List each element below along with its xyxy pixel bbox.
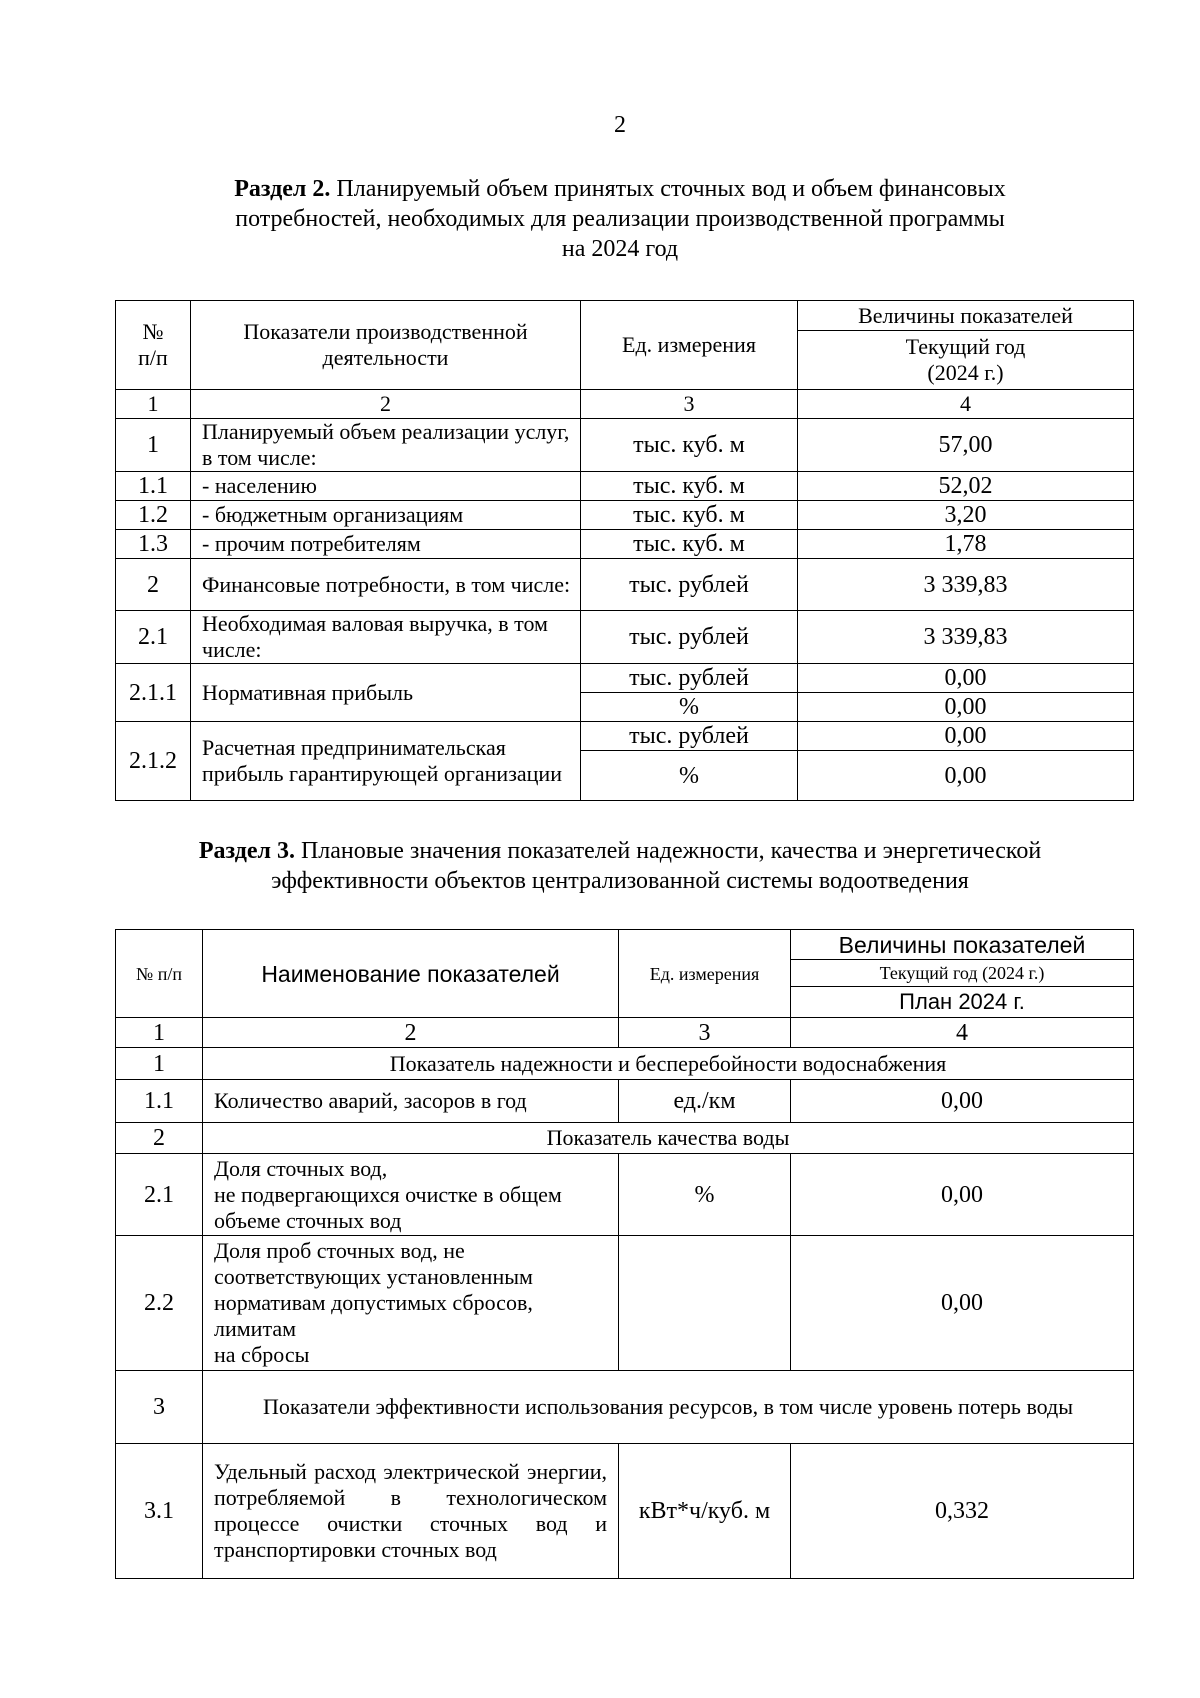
header-current-year: Текущий год (2024 г.) bbox=[791, 960, 1134, 987]
row-value: 0,00 bbox=[798, 693, 1134, 722]
row-value: 0,00 bbox=[798, 664, 1134, 693]
row-value: 3 339,83 bbox=[798, 611, 1134, 664]
row-value: 0,00 bbox=[791, 1154, 1134, 1236]
column-number: 3 bbox=[581, 390, 798, 419]
row-name: Планируемый объем реализации услуг, в том числе: bbox=[191, 419, 581, 472]
row-name: Количество аварий, засоров в год bbox=[203, 1080, 619, 1123]
section-3-title-line-2: эффективности объектов централизованной системы водоотведения bbox=[271, 868, 969, 894]
row-value: 3 339,83 bbox=[798, 559, 1134, 611]
row-unit: тыс. куб. м bbox=[581, 501, 798, 530]
section-2-title-line-1: Планируемый объем принятых сточных вод и объем финансовых bbox=[330, 176, 1006, 202]
section-2-heading bbox=[0, 174, 1200, 264]
row-num: 1.1 bbox=[116, 1080, 203, 1123]
row-name: Расчетная предпринимательская прибыль гарантирующей организации bbox=[191, 722, 581, 801]
row-name: - населению bbox=[191, 472, 581, 501]
row-value: 0,00 bbox=[791, 1080, 1134, 1123]
row-name: - прочим потребителям bbox=[191, 530, 581, 559]
header-values: Величины показателей bbox=[791, 930, 1134, 960]
row-num: 1.3 bbox=[116, 530, 191, 559]
group-row bbox=[116, 1123, 1134, 1154]
row-name: - бюджетным организациям bbox=[191, 501, 581, 530]
row-name: Нормативная прибыль bbox=[191, 664, 581, 722]
row-num: 2.1.1 bbox=[116, 664, 191, 722]
group-row bbox=[116, 1371, 1134, 1444]
column-number: 2 bbox=[203, 1018, 619, 1048]
row-name: Доля проб сточных вод, не соответствующих установленным нормативам допустимых сбросов, лимитам на сбросы bbox=[203, 1236, 619, 1371]
row-unit: % bbox=[619, 1154, 791, 1236]
table-row bbox=[116, 1080, 1134, 1123]
row-value: 52,02 bbox=[798, 472, 1134, 501]
header-plan: План 2024 г. bbox=[791, 987, 1134, 1018]
header-unit: Ед. измерения bbox=[619, 930, 791, 1018]
header-unit: Ед. измерения bbox=[581, 301, 798, 390]
row-value: 0,00 bbox=[798, 722, 1134, 751]
header-num: № п/п bbox=[116, 930, 203, 1018]
row-value: 57,00 bbox=[798, 419, 1134, 472]
table-row bbox=[116, 530, 1134, 559]
table-row bbox=[116, 664, 1134, 693]
row-num: 2.2 bbox=[116, 1236, 203, 1371]
column-number: 4 bbox=[798, 390, 1134, 419]
section-3-heading bbox=[0, 836, 1200, 896]
reliability-indicators-table bbox=[115, 929, 1134, 1579]
row-value: 0,332 bbox=[791, 1444, 1134, 1579]
row-num: 1.2 bbox=[116, 501, 191, 530]
row-unit: % bbox=[581, 751, 798, 801]
section-3-title-line-1: Плановые значения показателей надежности, качества и энергетической bbox=[294, 838, 1042, 864]
table-row bbox=[116, 722, 1134, 751]
row-unit: тыс. рублей bbox=[581, 611, 798, 664]
row-unit bbox=[619, 1236, 791, 1371]
section-2-title-line-3: на 2024 год bbox=[561, 236, 679, 262]
table-row bbox=[116, 472, 1134, 501]
row-name: Удельный расход электрической энергии, потребляемой в технологическом процессе очистки сточных вод и транспортировки сточных вод bbox=[203, 1444, 619, 1579]
group-row bbox=[116, 1048, 1134, 1080]
section-3-label: Раздел 3. bbox=[198, 838, 295, 864]
row-unit: ед./км bbox=[619, 1080, 791, 1123]
group-num: 3 bbox=[116, 1371, 203, 1444]
row-num: 2.1.2 bbox=[116, 722, 191, 801]
table-row bbox=[116, 1154, 1134, 1236]
row-num: 2.1 bbox=[116, 1154, 203, 1236]
table-row bbox=[116, 1236, 1134, 1371]
column-number: 2 bbox=[191, 390, 581, 419]
row-num: 3.1 bbox=[116, 1444, 203, 1579]
group-title: Показатели эффективности использования ресурсов, в том числе уровень потерь воды bbox=[203, 1371, 1134, 1444]
column-number: 4 bbox=[791, 1018, 1134, 1048]
row-unit: кВт*ч/куб. м bbox=[619, 1444, 791, 1579]
row-unit: тыс. куб. м bbox=[581, 472, 798, 501]
row-num: 1.1 bbox=[116, 472, 191, 501]
production-program-table bbox=[115, 300, 1134, 801]
row-unit: тыс. куб. м bbox=[581, 419, 798, 472]
table-row bbox=[116, 501, 1134, 530]
section-2-title-line-2: потребностей, необходимых для реализации производственной программы bbox=[235, 206, 1005, 232]
group-title: Показатель надежности и бесперебойности водоснабжения bbox=[203, 1048, 1134, 1080]
row-num: 2 bbox=[116, 559, 191, 611]
column-number: 1 bbox=[116, 390, 191, 419]
page-number: 2 bbox=[614, 112, 626, 138]
row-unit: % bbox=[581, 693, 798, 722]
row-num: 1 bbox=[116, 419, 191, 472]
group-num: 1 bbox=[116, 1048, 203, 1080]
row-unit: тыс. куб. м bbox=[581, 530, 798, 559]
row-value: 0,00 bbox=[798, 751, 1134, 801]
table-row bbox=[116, 419, 1134, 472]
header-current-year: Текущий год (2024 г.) bbox=[798, 331, 1134, 390]
row-value: 0,00 bbox=[791, 1236, 1134, 1371]
section-2-label: Раздел 2. bbox=[234, 176, 331, 202]
column-number: 1 bbox=[116, 1018, 203, 1048]
row-name: Необходимая валовая выручка, в том числе: bbox=[191, 611, 581, 664]
row-name: Финансовые потребности, в том числе: bbox=[191, 559, 581, 611]
header-num: № п/п bbox=[116, 301, 191, 390]
table-row bbox=[116, 1444, 1134, 1579]
table-row bbox=[116, 559, 1134, 611]
group-title: Показатель качества воды bbox=[203, 1123, 1134, 1154]
header-indicator: Показатели производственной деятельности bbox=[191, 301, 581, 390]
row-value: 3,20 bbox=[798, 501, 1134, 530]
row-unit: тыс. рублей bbox=[581, 722, 798, 751]
row-unit: тыс. рублей bbox=[581, 559, 798, 611]
row-value: 1,78 bbox=[798, 530, 1134, 559]
table-row bbox=[116, 611, 1134, 664]
row-unit: тыс. рублей bbox=[581, 664, 798, 693]
header-name: Наименование показателей bbox=[203, 930, 619, 1018]
group-num: 2 bbox=[116, 1123, 203, 1154]
row-name: Доля сточных вод, не подвергающихся очистке в общем объеме сточных вод bbox=[203, 1154, 619, 1236]
row-num: 2.1 bbox=[116, 611, 191, 664]
column-number: 3 bbox=[619, 1018, 791, 1048]
header-values: Величины показателей bbox=[798, 301, 1134, 331]
